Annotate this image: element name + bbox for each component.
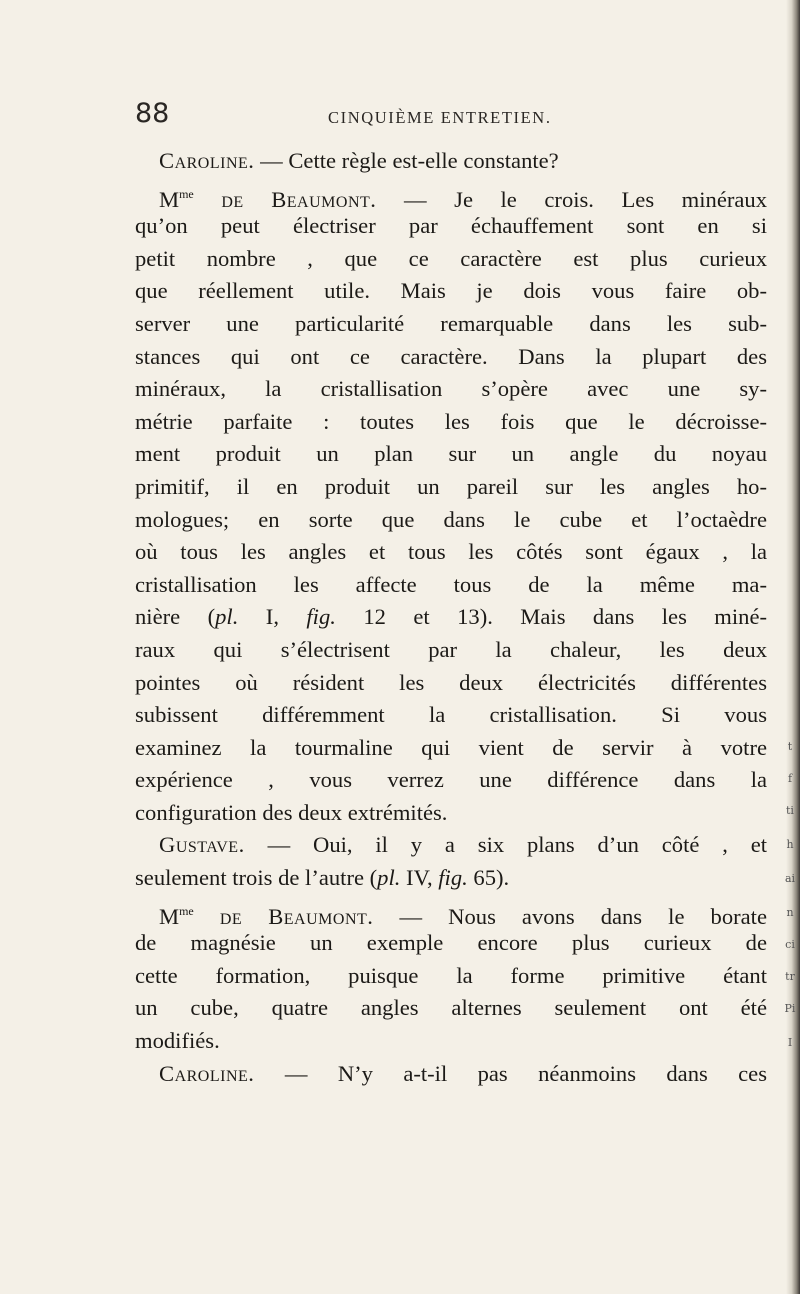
text-line: petit nombre , que ce caractère est plus curieux (135, 245, 767, 271)
text-line (135, 1058, 767, 1091)
plate-ref: pl. (377, 865, 401, 891)
line-text: nière ( (135, 604, 216, 630)
text-line: examinez la tourmaline qui vient de servir à votre (135, 734, 767, 760)
line-text: IV, (400, 865, 439, 891)
line-text: Oui, il y a six plans d’un côté , et (313, 832, 768, 858)
speaker-name: de (221, 186, 244, 212)
text-line: expérience , vous verrez une différence dans la (135, 767, 767, 793)
speaker-name: Caroline. (159, 148, 255, 173)
text-line: un cube, quatre angles alternes seulement ont été (135, 995, 767, 1021)
text-line: qu’on peut électriser par échauffement sont en si (135, 213, 767, 239)
em-dash: — (267, 832, 291, 858)
speaker-superscript: me (179, 903, 194, 918)
text-line: cristallisation les affecte tous de la même ma- (135, 571, 767, 597)
edge-glyph: n (786, 906, 794, 919)
edge-glyph: f (787, 772, 793, 785)
edge-glyph: t (787, 740, 793, 753)
speaker-name: M (159, 186, 180, 212)
text-line (135, 829, 767, 862)
speaker-name: de (219, 903, 243, 929)
speaker-name: Caroline. (159, 1060, 255, 1086)
text-line: subissent différemment la cristallisation. Si vous (135, 702, 767, 728)
text-line: modifiés. (135, 1028, 220, 1054)
speaker-superscript: me (179, 186, 194, 201)
line-text: 65). (467, 865, 510, 891)
text-line: server une particularité remarquable dans les sub- (135, 310, 767, 336)
speaker-name: M (159, 903, 180, 929)
figure-ref: fig. (306, 604, 336, 630)
text-line (135, 895, 767, 928)
page-edge-shadow (786, 0, 800, 1294)
text-line: que réellement utile. Mais je dois vous faire ob- (135, 278, 767, 304)
edge-glyph: ai (784, 872, 796, 885)
line-text: Je le crois. Les minéraux (454, 186, 768, 212)
speaker-name: Beaumont. (271, 186, 377, 212)
page-header (135, 98, 775, 132)
plate-ref: pl. (215, 604, 239, 630)
text-line: ment produit un plan sur un angle du noyau (135, 441, 767, 467)
edge-glyph: ci (785, 938, 795, 951)
line-text: Nous avons dans le borate (448, 903, 767, 929)
line-text: Cette règle est-elle constante? (288, 148, 559, 173)
line-text: I, (238, 604, 307, 630)
text-line (135, 145, 767, 178)
edge-glyph: I (787, 1036, 793, 1049)
em-dash: — (404, 186, 427, 212)
text-line: primitif, il en produit un pareil sur les angles ho- (135, 473, 767, 499)
line-text: N’y a-t-il pas néanmoins dans ces (337, 1060, 768, 1086)
page-number: 88 (135, 98, 170, 129)
edge-glyph: h (786, 838, 794, 851)
edge-glyph: tr (785, 970, 795, 983)
em-dash: — (284, 1060, 308, 1086)
text-line: configuration des deux extrémités. (135, 799, 448, 825)
running-title: CINQUIÈME ENTRETIEN. (328, 108, 552, 127)
text-line (135, 178, 767, 211)
line-text: 12 et 13). Mais dans les miné- (335, 604, 768, 630)
em-dash: — (399, 903, 423, 929)
text-line: de magnésie un exemple encore plus curieux de (135, 930, 767, 956)
text-line: pointes où résident les deux électricités différentes (135, 669, 767, 695)
text-line (135, 862, 767, 895)
line-text: seulement trois de l’autre ( (135, 865, 378, 891)
text-line: raux qui s’électrisent par la chaleur, les deux (135, 636, 767, 662)
text-line: cette formation, puisque la forme primitive étant (135, 962, 767, 988)
em-dash: — (260, 148, 283, 173)
edge-glyph: ti (786, 804, 794, 817)
text-line: minéraux, la cristallisation s’opère avec une sy- (135, 376, 767, 402)
text-line: où tous les angles et tous les côtés sont égaux , la (135, 539, 767, 565)
speaker-name: Gustave. (159, 832, 245, 858)
edge-glyph: Pi (784, 1002, 796, 1015)
text-line: mologues; en sorte que dans le cube et l’octaèdre (135, 506, 767, 532)
text-line (135, 601, 767, 634)
text-line: métrie parfaite : toutes les fois que le décroisse- (135, 408, 767, 434)
text-line: stances qui ont ce caractère. Dans la plupart des (135, 343, 767, 369)
speaker-name: Beaumont. (268, 903, 374, 929)
figure-ref: fig. (438, 865, 468, 891)
page-body (135, 145, 767, 1090)
